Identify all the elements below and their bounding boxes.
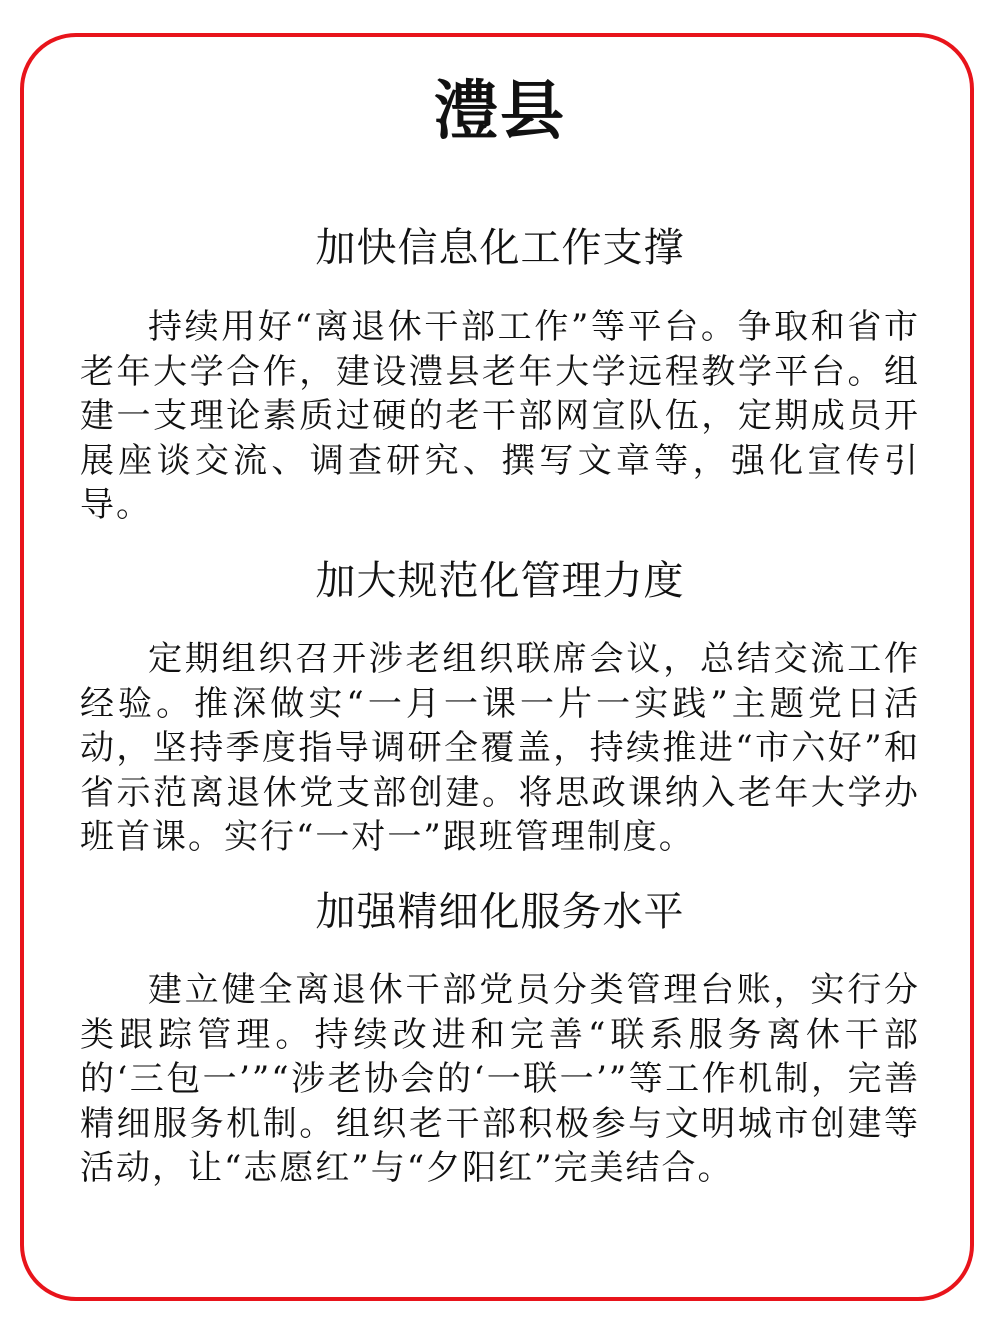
page-title: 澧县 xyxy=(434,74,566,149)
section-heading-informatization: 加快信息化工作支撑 xyxy=(315,225,685,271)
section-body-standardization: 定期组织召开涉老组织联席会议，总结交流工作经验。推深做实“一月一课一片一实践”主题党日活动，坚持季度指导调研全覆盖，持续推进“市六好”和省示范离退休党支部创建。将思政课纳入老年大学办班首课。实行“一对一”跟班管理制度。 xyxy=(80,639,920,857)
section-body-refined-service: 建立健全离退休干部党员分类管理台账，实行分类跟踪管理。持续改进和完善“联系服务离休干部的‘三包一’”“涉老协会的‘一联一’”等工作机制，完善精细服务机制。组织老干部积极参与文明城市创建等活动，让“志愿红”与“夕阳红”完美结合。 xyxy=(80,970,920,1188)
section-body-informatization: 持续用好“离退休干部工作”等平台。争取和省市老年大学合作，建设澧县老年大学远程教学平台。组建一支理论素质过硬的老干部网宣队伍，定期成员开展座谈交流、调查研究、撰写文章等，强化宣传引导。 xyxy=(80,307,920,525)
section-heading-refined-service: 加强精细化服务水平 xyxy=(315,889,685,935)
section-heading-standardization: 加大规范化管理力度 xyxy=(315,558,685,604)
